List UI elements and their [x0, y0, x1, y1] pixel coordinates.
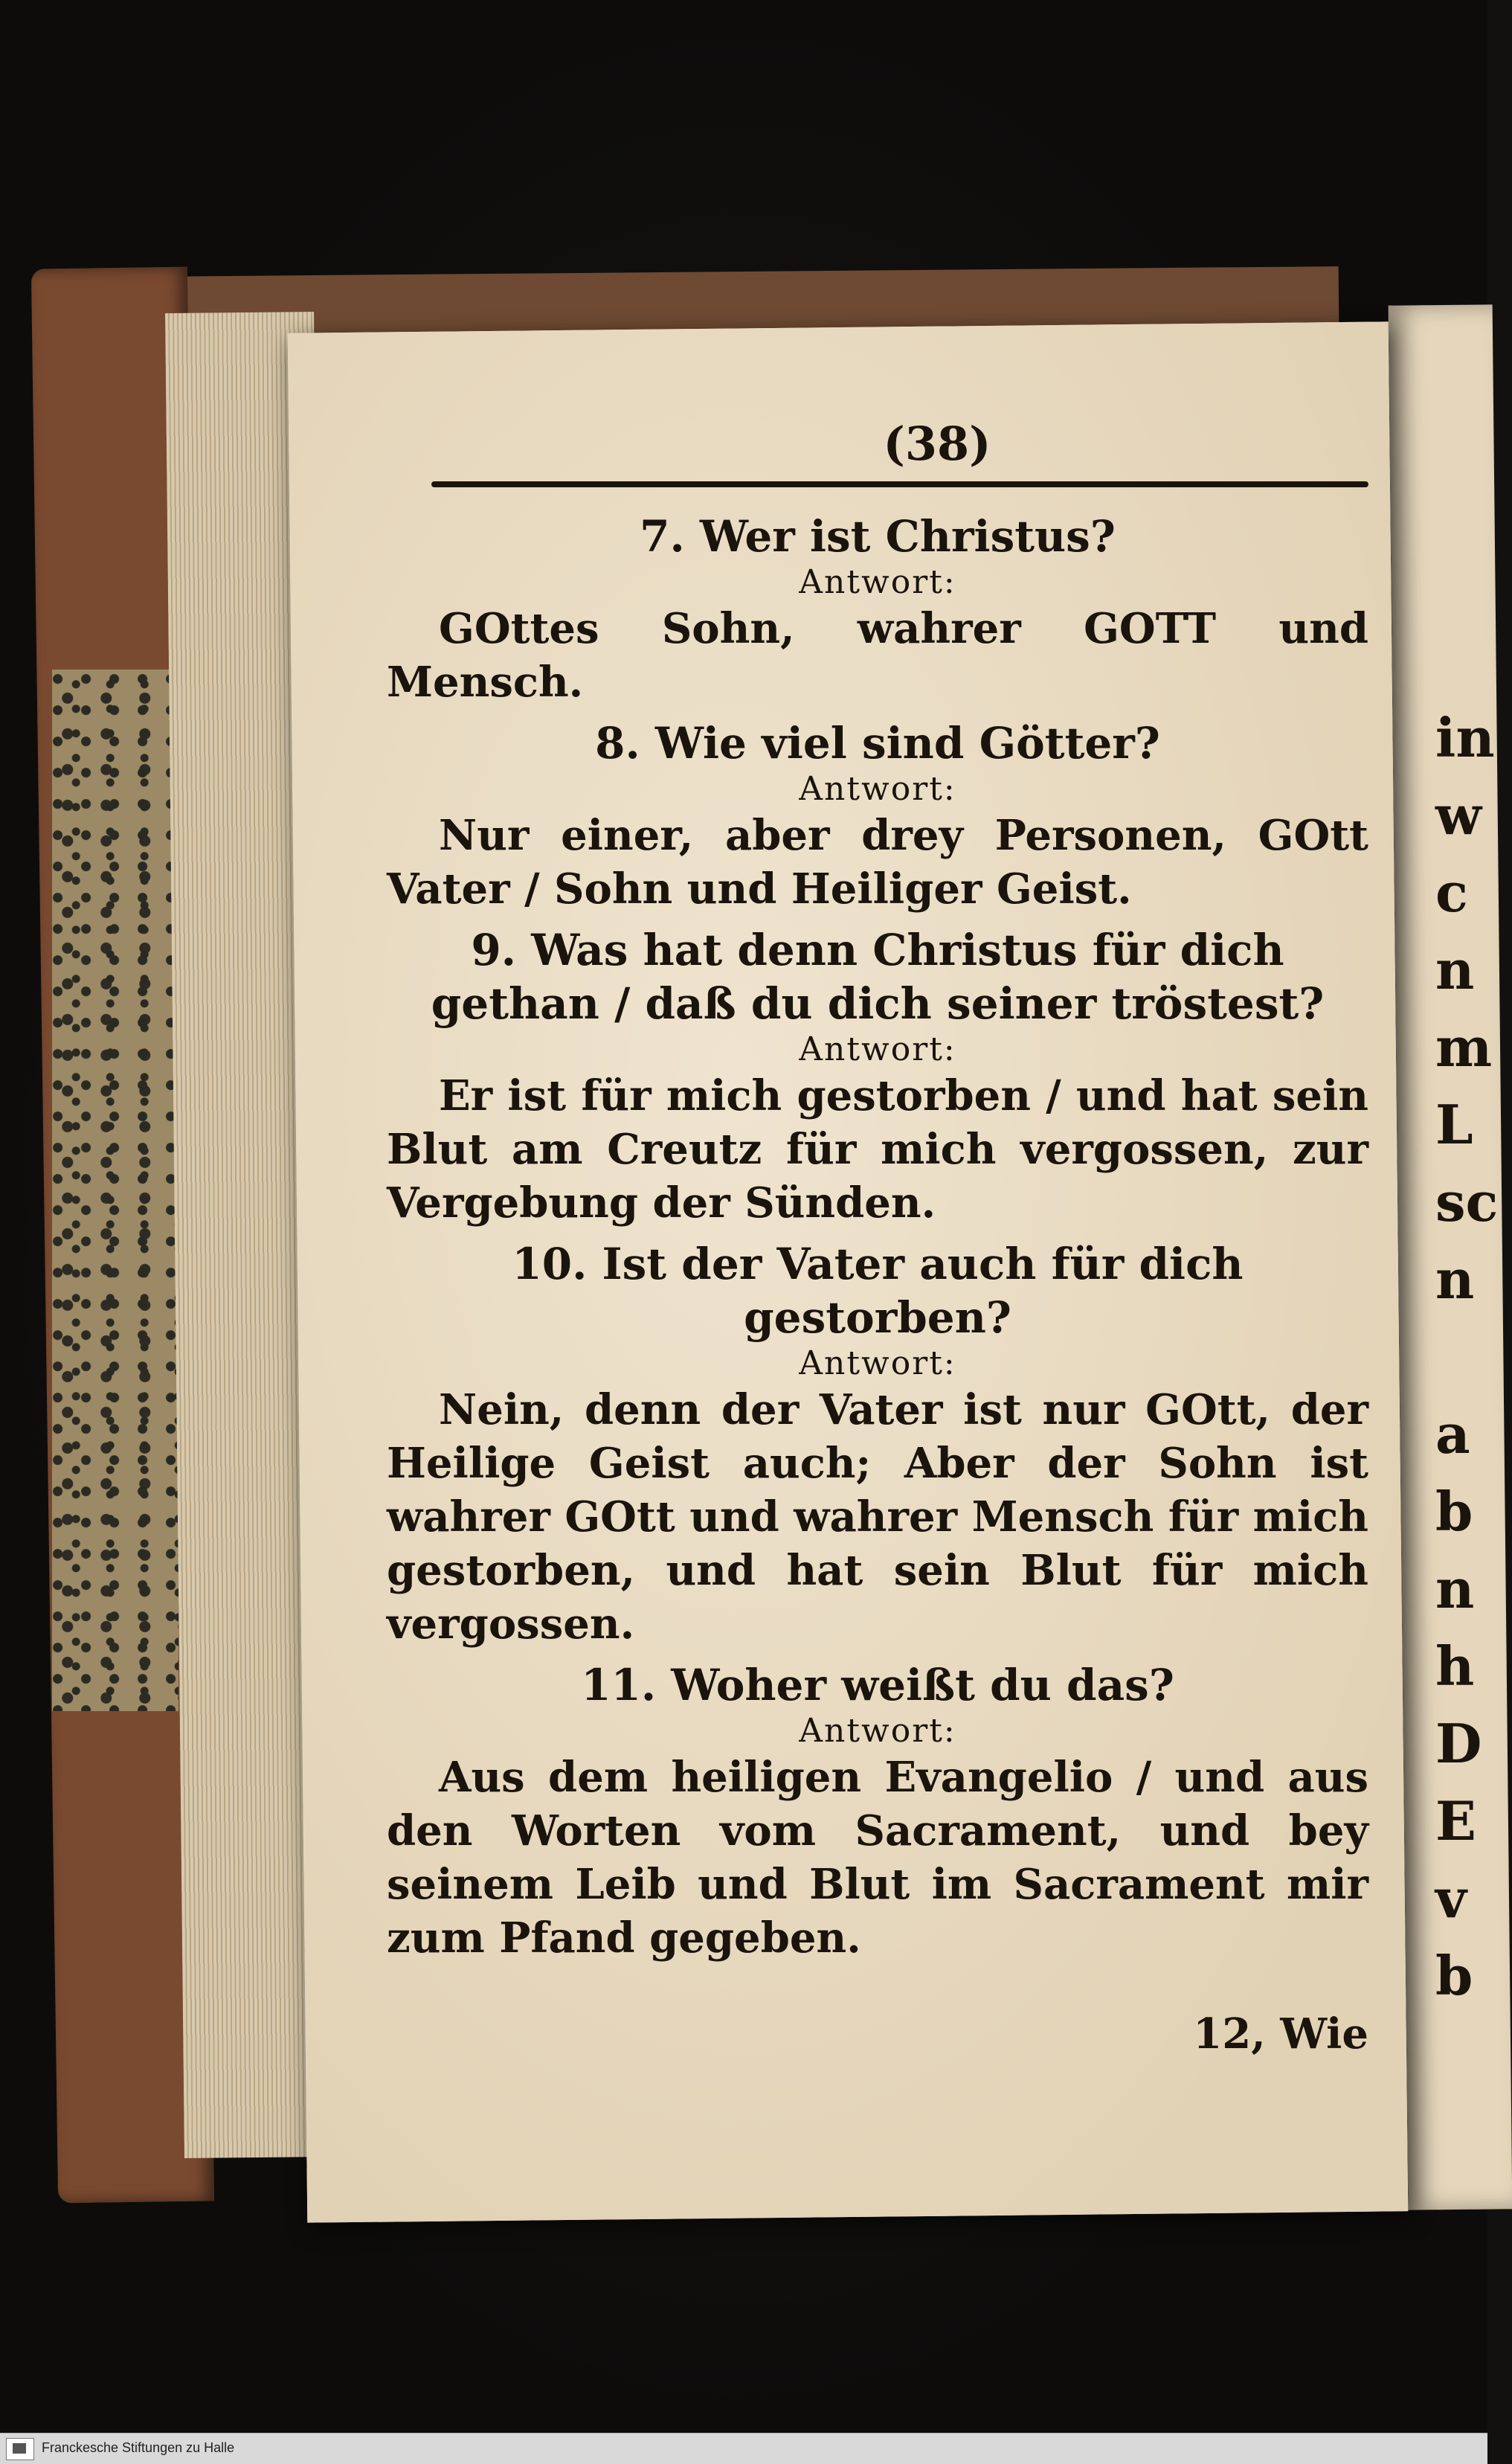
facing-page-text: in w c n m L sc n a b n h D E v b — [1435, 706, 1499, 2007]
header-rule — [431, 481, 1368, 487]
answer-label: Antwort: — [799, 770, 956, 808]
catechism-entry — [387, 923, 1368, 1230]
answer: Aus dem heiligen Evangelio / und aus den Worten vom Sacrament, und bey seinem Leib und Blut im Sacrament mir zum Pfand gegeben. — [387, 1753, 1368, 1963]
answer-label: Antwort: — [799, 1344, 956, 1382]
catechism-entry — [387, 1658, 1368, 1965]
answer-label: Antwort: — [799, 1712, 956, 1750]
question: 9. Was hat denn Christus für dich gethan / daß du dich seiner tröstest? — [431, 925, 1325, 1029]
answer: Er ist für mich gestorben / und hat sein Blut am Creutz für mich vergossen, zur Vergebung der Sünden. — [387, 1071, 1368, 1228]
footer-credit: Franckesche Stiftungen zu Halle — [42, 2440, 235, 2455]
answer: GOttes Sohn, wahrer GOTT und Mensch. — [387, 604, 1368, 707]
page-number: (38) — [883, 417, 991, 471]
answer-label: Antwort: — [799, 563, 956, 601]
answer: Nur einer, aber drey Personen, GOtt Vater / Sohn und Heiliger Geist. — [387, 811, 1368, 914]
question: 10. Ist der Vater auch für dich gestorben? — [512, 1239, 1244, 1343]
catechism-entry — [387, 716, 1368, 916]
footer-bar — [0, 2433, 1487, 2464]
catechism-entry — [387, 510, 1368, 709]
library-logo-icon — [6, 2438, 34, 2460]
answer: Nein, denn der Vater ist nur GOtt, der Heilige Geist auch; Aber der Sohn ist wahrer GOtt und wahrer Mensch für mich gestorben, und hat sein Blut für mich vergossen. — [387, 1385, 1368, 1649]
question: 7. Wer ist Christus? — [640, 511, 1116, 562]
answer-label: Antwort: — [799, 1030, 956, 1068]
question: 11. Woher weißt du das? — [581, 1660, 1174, 1710]
marbled-cover-paper — [52, 670, 178, 1711]
catchword: 12, Wie — [1193, 2009, 1368, 2059]
page-text — [387, 417, 1368, 2059]
question: 8. Wie viel sind Götter? — [595, 718, 1160, 769]
catechism-entry — [387, 1237, 1368, 1651]
